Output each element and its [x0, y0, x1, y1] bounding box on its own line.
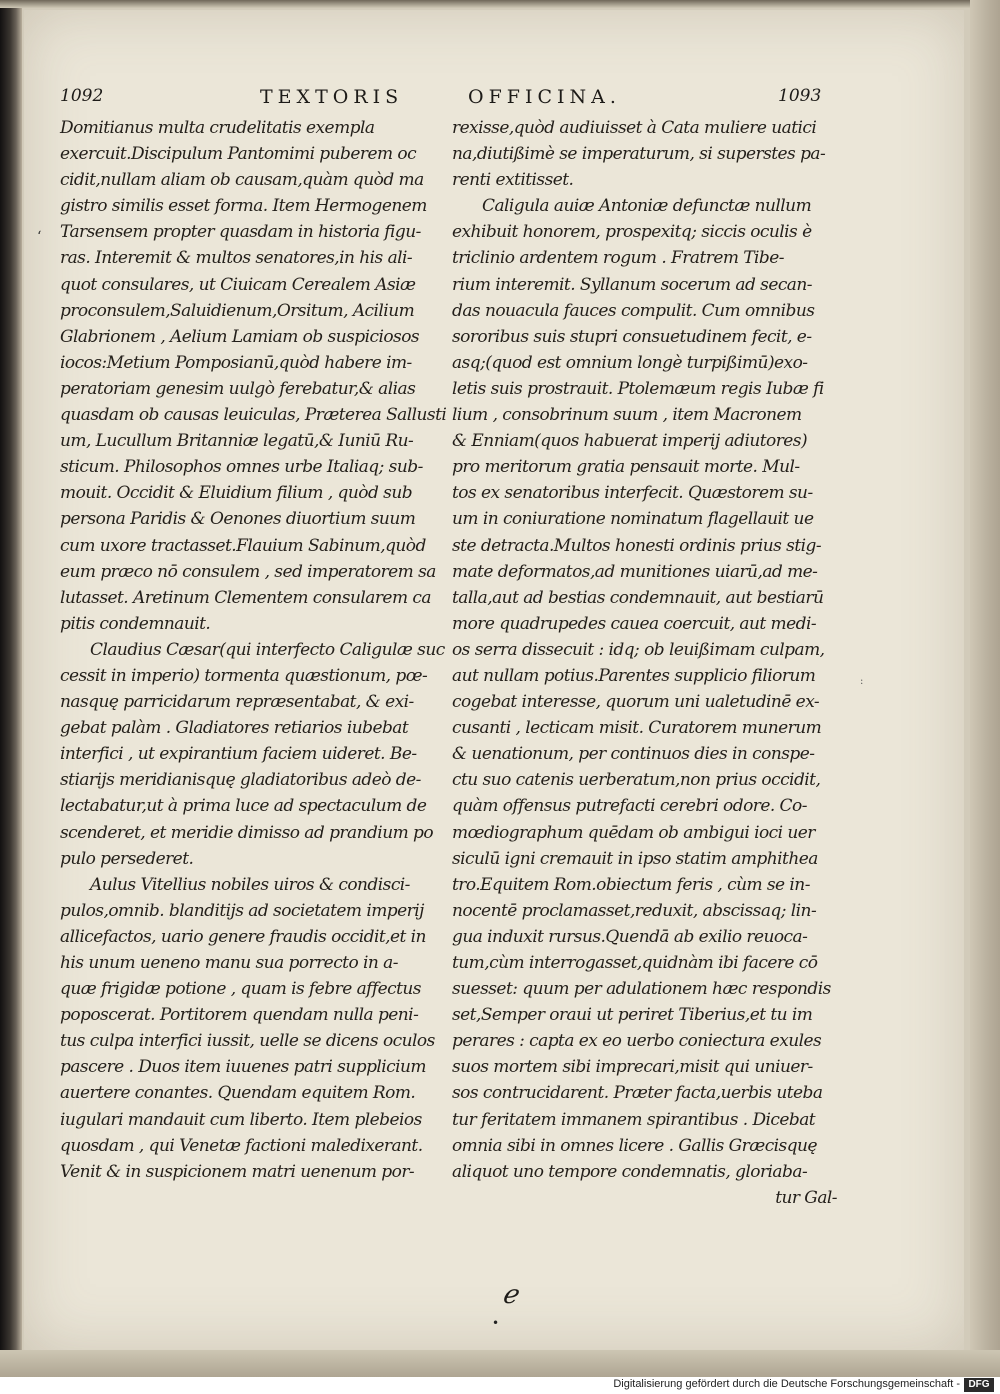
text-line: sororibus suis stupri consuetudinem fecit, e- — [452, 326, 812, 347]
page-number-left: 1092 — [60, 86, 104, 106]
text-line: sos contrucidarent. Præter facta,uerbis uteba — [452, 1083, 823, 1104]
text-line: eum præco nō consulem , sed imperatorem sa — [60, 561, 436, 582]
page-number-right: 1093 — [778, 86, 822, 106]
text-line: cum uxore tractasset.Flauium Sabinum,quòd — [60, 535, 426, 556]
text-line: persona Paridis & Oenones diuortium suum — [60, 509, 416, 530]
text-line: interfici , ut expirantium faciem uideret. Be- — [60, 744, 417, 765]
text-line: Caligula auiæ Antoniæ defunctæ nullum — [482, 196, 812, 217]
text-line: quàm offensus putrefacti cerebri odore. Co- — [452, 796, 807, 817]
page-edge-right — [970, 0, 1000, 1377]
text-column-right — [452, 115, 837, 1211]
text-line: exhibuit honorem, prospexitq; siccis oculis è — [452, 222, 812, 243]
text-line: allicefactos, uario genere fraudis occidit,et in — [60, 926, 426, 947]
text-line: Domitianus multa crudelitatis exempla — [60, 118, 375, 138]
text-line: Glabrionem , Aelium Lamiam ob suspiciosos — [60, 326, 420, 347]
dfg-logo: DFG — [964, 1378, 994, 1392]
text-line: cessit in imperio) tormenta quæstionum, pœ- — [60, 665, 428, 686]
text-line: mate deformatos,ad munitiones uiarū,ad me- — [452, 561, 818, 582]
text-line: tum,cùm interrogasset,quidnàm ibi facere cō — [452, 953, 818, 973]
text-line: Aulus Vitellius nobiles uiros & condisci- — [90, 874, 410, 895]
text-line: Tarsensem propter quasdam in historia figu- — [60, 222, 421, 243]
text-line: quot consulares, ut Ciuicam Cerealem Asiæ — [60, 274, 416, 295]
text-line: suos mortem sibi imprecari,misit qui uniuer- — [452, 1057, 813, 1078]
text-line: tus culpa interfici iussit, uelle se dicens oculos — [60, 1031, 435, 1052]
text-line: quasdam ob causas leuiculas, Præterea Sallusti — [60, 405, 447, 426]
page-edge-bottom — [0, 1350, 1000, 1377]
text-line: letis suis prostrauit. Ptolemæum regis Iubæ fi — [452, 378, 824, 399]
text-line: rium interemit. Syllanum socerum ad secan- — [452, 274, 812, 295]
text-line: stiarijs meridianisquę gladiatoribus adeò de- — [60, 770, 421, 791]
text-line: perares : capta ex eo uerbo coniectura exules — [452, 1031, 822, 1052]
text-line: nocentē proclamasset,reduxit, abscissaq; lin- — [452, 900, 817, 921]
text-line: omnia sibi in omnes licere . Gallis Græcisquę — [452, 1135, 817, 1156]
text-line: aliquot uno tempore condemnatis, gloriaba- — [452, 1161, 808, 1182]
text-line: suesset: quum per adulationem hæc respondis — [452, 979, 831, 1000]
text-line: um, Lucullum Britanniæ legatū,& Iuniū Ru- — [60, 431, 414, 452]
text-line: lutasset. Aretinum Clementem consularem ca — [60, 587, 431, 608]
text-line: triclinio ardentem rogum . Fratrem Tibe- — [452, 248, 784, 269]
text-line: more quadrupedes cauea coercuit, aut medi- — [452, 613, 817, 634]
running-title-right: OFFICINA. — [468, 86, 621, 108]
running-title-left: TEXTORIS — [260, 86, 404, 108]
text-line: pulo persederet. — [60, 848, 194, 869]
text-line: Claudius Cæsar(qui interfecto Caligulæ suc — [90, 639, 445, 660]
catchword-mark: ℯ — [502, 1280, 518, 1310]
text-line: quæ frigidæ potione , quam is febre affectus — [60, 979, 421, 1000]
text-line: cogebat interesse, quorum uni ualetudinē ex- — [452, 692, 820, 713]
text-line: cusanti , lecticam misit. Curatorem munerum — [452, 718, 822, 739]
text-line: renti extitisset. — [452, 170, 574, 191]
text-line: tro.Equitem Rom.obiectum feris , cùm se in- — [452, 874, 810, 895]
text-line: scenderet, et meridie dimisso ad prandium po — [60, 822, 434, 843]
text-line: nasquę parricidarum repræsentabat, & exi- — [60, 692, 414, 713]
text-column-left — [60, 115, 445, 1185]
text-line: gua induxit rursus.Quendā ab exilio reuoca- — [452, 926, 808, 947]
text-line: pitis condemnauit. — [60, 613, 211, 634]
text-line: ras. Interemit & multos senatores,in his ali- — [60, 248, 413, 269]
margin-dot-icon: : — [860, 676, 864, 687]
text-line: pro meritorum gratia pensauit morte. Mul- — [452, 457, 800, 478]
text-line: set,Semper oraui ut periret Tiberius,et tu im — [452, 1005, 813, 1026]
text-line: talla,aut ad bestias condemnauit, aut bestiarū — [452, 587, 824, 608]
binding-shadow — [0, 0, 22, 1377]
text-line: lium , consobrinum suum , item Macronem — [452, 405, 802, 426]
text-line: siculū igni cremauit in ipso statim amphithea — [452, 848, 818, 869]
text-line: tur Gal- — [775, 1187, 837, 1208]
text-line: mouit. Occidit & Eluidium filium , quòd sub — [60, 483, 413, 504]
text-line: peratoriam genesim uulgò ferebatur,& alias — [60, 378, 416, 399]
text-line: poposcerat. Portitorem quendam nulla peni- — [60, 1005, 419, 1026]
running-header — [60, 86, 950, 110]
text-line: sticum. Philosophos omnes urbe Italiaq; sub- — [60, 457, 423, 478]
text-line: rexisse,quòd audiuisset à Cata muliere uatici — [452, 118, 817, 138]
text-line: his unum ueneno manu sua porrecto in a- — [60, 953, 398, 973]
text-line: Venit & in suspicionem matri uenenum por- — [60, 1161, 415, 1182]
digitization-footer — [0, 1377, 1000, 1394]
text-line: ctu suo catenis uerberatum,non prius occidit, — [452, 770, 821, 791]
text-line: proconsulem,Saluidienum,Orsitum, Acilium — [60, 300, 415, 321]
text-line: pascere . Duos item iuuenes patri supplicium — [60, 1057, 427, 1078]
text-line: os serra dissecuit : idq; ob leuißimam culpam, — [452, 639, 825, 660]
bottom-dot-icon: • — [492, 1316, 500, 1330]
text-line: gebat palàm . Gladiatores retiarios iubebat — [60, 718, 409, 739]
text-line: ste detracta.Multos honesti ordinis prius stig- — [452, 535, 822, 556]
text-line: das nouacula fauces compulit. Cum omnibus — [452, 300, 815, 321]
text-line: pulos,omnib. blanditijs ad societatem imperij — [60, 900, 424, 921]
text-line: auertere conantes. Quendam equitem Rom. — [60, 1083, 416, 1104]
text-line: um in coniuratione nominatum flagellauit ue — [452, 509, 814, 530]
text-line: lectabatur,ut à prima luce ad spectaculum de — [60, 796, 427, 817]
text-line: exercuit.Discipulum Pantomimi puberem oc — [60, 144, 417, 165]
text-line: iocos:Metium Pomposianū,quòd habere im- — [60, 352, 412, 373]
text-line: tur feritatem immanem spirantibus . Dicebat — [452, 1109, 816, 1130]
text-line: tos ex senatoribus interfecit. Quæstorem su- — [452, 483, 813, 504]
margin-mark-icon: ‘ — [37, 229, 42, 245]
footer-credit: Digitalisierung gefördert durch die Deutsche Forschungsgemeinschaft - — [613, 1378, 960, 1390]
text-line: aut nullam potius.Parentes supplicio filiorum — [452, 665, 816, 686]
text-line: gistro similis esset forma. Item Hermogenem — [60, 196, 427, 217]
text-line: asq;(quod est omnium longè turpißimū)exo- — [452, 352, 808, 373]
text-line: iugulari mandauit cum liberto. Item plebeios — [60, 1109, 422, 1130]
text-line: & uenationum, per continuos dies in conspe- — [452, 744, 815, 765]
text-line: quosdam , qui Venetæ factioni maledixerant. — [60, 1135, 423, 1156]
text-line: & Enniam(quos habuerat imperij adiutores) — [452, 431, 808, 452]
text-line: mœdiographum quēdam ob ambigui ioci uer — [452, 822, 815, 843]
text-line: na,diutißimè se imperaturum, si superstes pa- — [452, 144, 826, 165]
page-edge-top — [0, 0, 1000, 8]
text-line: cidit,nullam aliam ob causam,quàm quòd ma — [60, 170, 424, 191]
